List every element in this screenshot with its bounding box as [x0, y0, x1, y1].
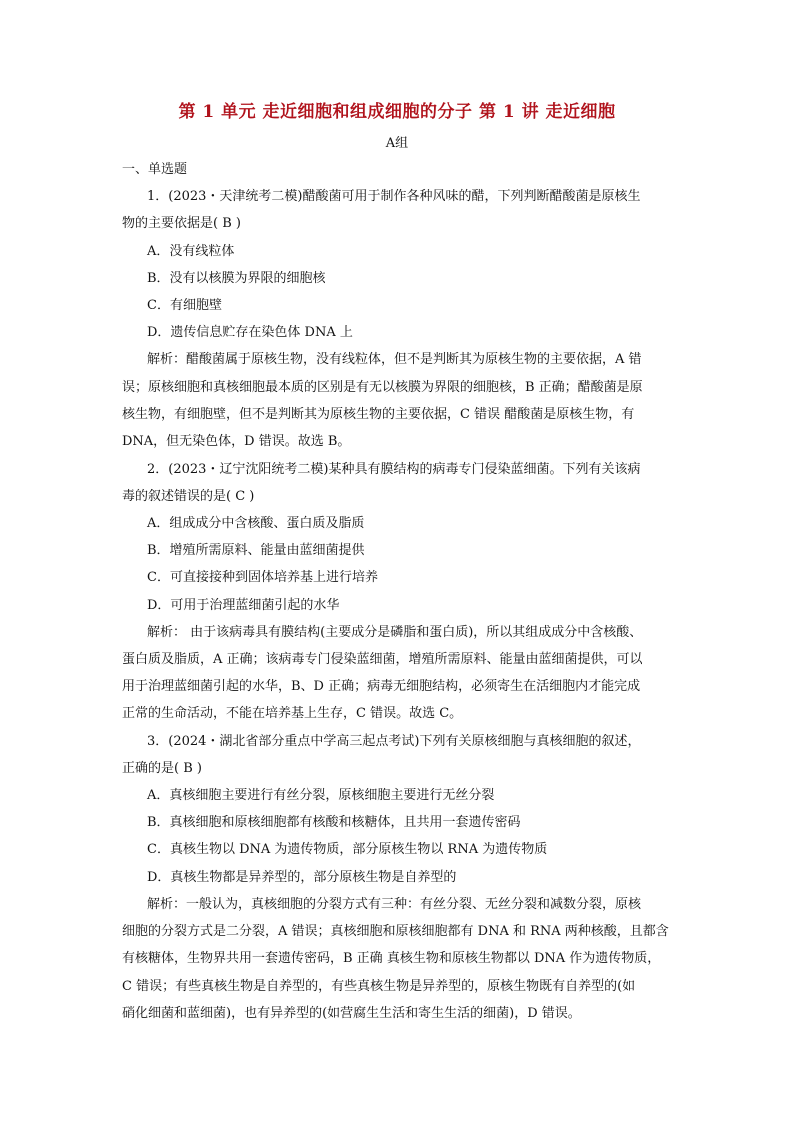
question-1-analysis-line: 误；原核细胞和真核细胞最本质的区别是有无以核膜为界限的细胞核，B 正确；醋酸菌是原	[122, 380, 643, 395]
question-1-analysis-line: 核生物，有细胞壁，但不是判断其为原核生物的主要依据，C 错误 醋酸菌是原核生物，有	[122, 407, 635, 422]
question-2-stem-cont: 毒的叙述错误的是( C )	[122, 489, 255, 504]
question-2-analysis-line: 用于治理蓝细菌引起的水华，B、D 正确；病毒无细胞结构，必须寄生在活细胞内才能完成	[122, 679, 641, 694]
question-2-analysis: 解析： 由于该病毒具有膜结构(主要成分是磷脂和蛋白质)，所以其组成成分中含核酸、	[147, 625, 643, 640]
page-title: 第 1 单元 走近细胞和组成细胞的分子 第 1 讲 走近细胞	[178, 102, 616, 122]
question-3-option-b: B．真核细胞和原核细胞都有核酸和核糖体，且共用一套遗传密码	[147, 815, 521, 830]
question-2-option-a: A．组成成分中含核酸、蛋白质及脂质	[147, 516, 365, 531]
question-1-option-d: D．遗传信息贮存在染色体 DNA 上	[147, 325, 353, 340]
question-1-option-c: C．有细胞壁	[147, 298, 222, 313]
question-1-option-a: A．没有线粒体	[147, 244, 235, 259]
question-3-analysis-line: 细胞的分裂方式是二分裂，A 错误；真核细胞和原核细胞都有 DNA 和 RNA 两种核酸，且都含	[122, 924, 669, 939]
group-label: A组	[385, 136, 409, 151]
question-2-option-d: D．可用于治理蓝细菌引起的水华	[147, 598, 340, 613]
question-3-analysis-line: C 错误；有些真核生物是自养型的，有些真核生物是异养型的，原核生物既有自养型的(如	[122, 979, 636, 994]
question-1-stem: 1．(2023・天津统考二模)醋酸菌可用于制作各种风味的醋，下列判断醋酸菌是原核生	[147, 189, 641, 204]
question-2-option-c: C．可直接接种到固体培养基上进行培养	[147, 570, 378, 585]
question-3-stem-cont: 正确的是( B )	[122, 761, 202, 776]
question-1-analysis: 解析：醋酸菌属于原核生物，没有线粒体，但不是判断其为原核生物的主要依据，A 错	[147, 352, 642, 367]
question-2-analysis-line: 蛋白质及脂质，A 正确；该病毒专门侵染蓝细菌，增殖所需原料、能量由蓝细菌提供，可以	[122, 652, 643, 667]
question-3-analysis: 解析：一般认为，真核细胞的分裂方式有三种：有丝分裂、无丝分裂和减数分裂，原核	[147, 897, 642, 912]
question-1-analysis-line: DNA，但无染色体，D 错误。故选 B。	[122, 434, 351, 449]
question-2-analysis-line: 正常的生命活动，不能在培养基上生存，C 错误。故选 C。	[122, 706, 463, 721]
question-3-option-c: C．真核生物以 DNA 为遗传物质，部分原核生物以 RNA 为遗传物质	[147, 842, 548, 857]
question-3-stem: 3．(2024・湖北省部分重点中学高三起点考试)下列有关原核细胞与真核细胞的叙述，	[147, 734, 641, 749]
question-1-stem-cont: 物的主要依据是( B )	[122, 216, 241, 231]
question-3-analysis-line: 硝化细菌和蓝细菌)，也有异养型的(如营腐生生活和寄生生活的细菌)，D 错误。	[122, 1006, 581, 1021]
question-3-analysis-line: 有核糖体，生物界共用一套遗传密码，B 正确 真核生物和原核生物都以 DNA 作为遗传物质，	[122, 951, 661, 966]
question-2-stem: 2．(2023・辽宁沈阳统考二模)某种具有膜结构的病毒专门侵染蓝细菌。下列有关该病	[147, 462, 641, 477]
section-heading: 一、单选题	[122, 162, 188, 177]
question-3-option-d: D．真核生物都是异养型的，部分原核生物是自养型的	[147, 870, 457, 885]
question-2-option-b: B．增殖所需原料、能量由蓝细菌提供	[147, 543, 365, 558]
question-3-option-a: A．真核细胞主要进行有丝分裂，原核细胞主要进行无丝分裂	[147, 788, 495, 803]
question-1-option-b: B．没有以核膜为界限的细胞核	[147, 271, 326, 286]
